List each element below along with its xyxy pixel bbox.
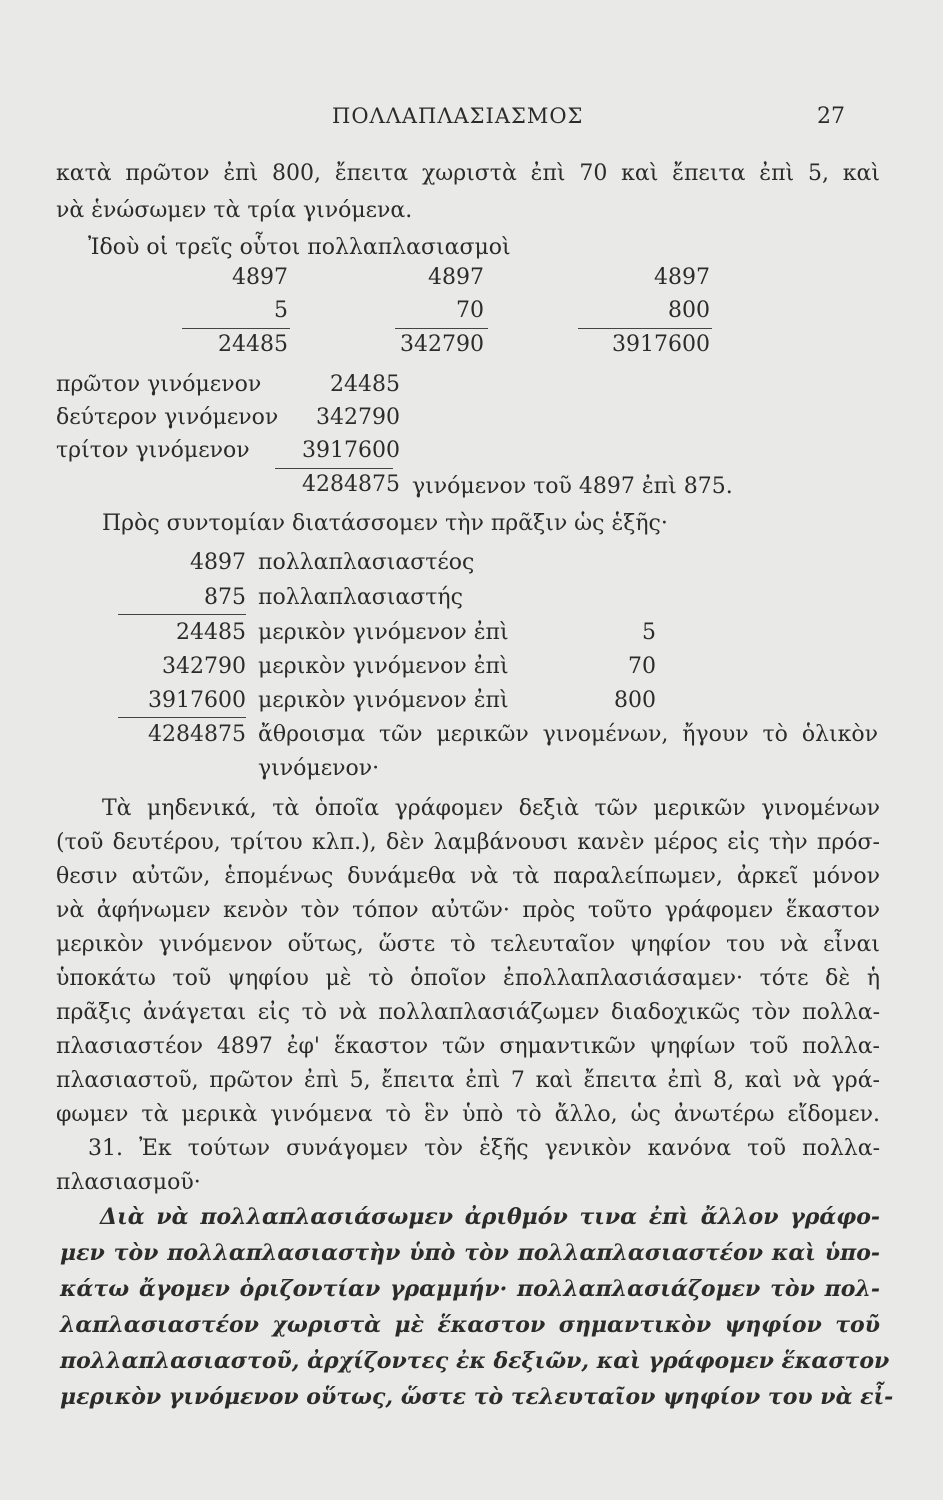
sf-multiplier-label: πολλαπλασιαστής	[258, 585, 463, 610]
sum-rule	[275, 468, 393, 469]
sf-partial-digit: 70	[628, 654, 656, 679]
total-text: γινόμενον τοῦ 4897 ἐπὶ 875.	[412, 474, 733, 499]
sf-sum-label-cont: γινόμενον·	[258, 756, 380, 781]
mult3-product: 3917600	[612, 332, 710, 357]
rule-line: Διὰ νὰ πολλαπλασιάσωμεν ἀριθμόν τινα ἐπὶ ἄλλον γράφο-	[100, 1204, 880, 1230]
intro-line: Ἰδοὺ οἱ τρεῖς οὗτοι πολλαπλασιασμοὶ	[88, 235, 511, 260]
sf-partial-value: 342790	[162, 654, 246, 679]
partial-value: 342790	[316, 405, 400, 430]
sf-partial-label: μερικὸν γινόμενον ἐπὶ	[258, 688, 509, 713]
mult1-product: 24485	[218, 332, 288, 357]
mult1-rule	[182, 328, 290, 329]
sf-sum-label: ἄθροισμα τῶν μερικῶν γινομένων, ἤγουν τὸ ὁλικὸν	[258, 722, 878, 747]
sf-multiplier-value: 875	[204, 585, 246, 610]
mult3-multiplicand: 4897	[654, 265, 710, 290]
rule-line: κάτω ἄγομεν ὁριζοντίαν γραμμήν· πολλαπλασιάζομεν τὸν πολ-	[60, 1276, 880, 1302]
paragraph-line: πλασιαστέον 4897 ἐφ' ἕκαστον τῶν σημαντικῶν ψηφίων τοῦ πολλα-	[56, 1034, 880, 1059]
rule-line: λαπλασιαστέον χωριστὰ μὲ ἕκαστον σημαντικὸν ψηφίον τοῦ	[60, 1312, 880, 1338]
paragraph-line: Τὰ μηδενικά, τὰ ὁποῖα γράφομεν δεξιὰ τῶν μερικῶν γινομένων	[102, 796, 880, 821]
paragraph-line: πλασιαστοῦ, πρῶτον ἐπὶ 5, ἔπειτα ἐπὶ 7 καὶ ἔπειτα ἐπὶ 8, καὶ νὰ γρά-	[56, 1068, 880, 1093]
paragraph-line: πλασιασμοῦ·	[56, 1170, 201, 1195]
mult2-multiplier: 70	[456, 298, 484, 323]
rule-line: μερικὸν γινόμενον οὕτως, ὥστε τὸ τελευταῖον ψηφίον του νὰ εἶ-	[60, 1384, 894, 1410]
paragraph-line: 31. Ἐκ τούτων συνάγομεν τὸν ἑξῆς γενικὸν κανόνα τοῦ πολλα-	[88, 1136, 880, 1161]
intro-line: κατὰ πρῶτον ἐπὶ 800, ἔπειτα χωριστὰ ἐπὶ 70 καὶ ἔπειτα ἐπὶ 5, καὶ	[56, 161, 880, 186]
rule-line: μεν τὸν πολλαπλασιαστὴν ὑπὸ τὸν πολλαπλασιαστέον καὶ ὑπο-	[60, 1240, 880, 1266]
partial-value: 3917600	[302, 438, 400, 463]
sf-sum-value: 4284875	[148, 722, 246, 747]
short-form-intro: Πρὸς συντομίαν διατάσσομεν τὴν πρᾶξιν ὡς ἑξῆς·	[102, 511, 668, 536]
mult1-multiplicand: 4897	[232, 265, 288, 290]
sf-partial-label: μερικὸν γινόμενον ἐπὶ	[258, 654, 509, 679]
mult1-multiplier: 5	[274, 298, 288, 323]
paragraph-line: μερικὸν γινόμενον οὕτως, ὥστε τὸ τελευταῖον ψηφίον του νὰ εἶναι	[56, 932, 880, 957]
sf-rule-1	[118, 614, 246, 615]
partial-label: τρίτον γινόμενον	[56, 438, 250, 463]
paragraph-line: νὰ ἀφήνωμεν κενὸν τὸν τόπον αὐτῶν· πρὸς τοῦτο γράφομεν ἕκαστον	[56, 898, 880, 923]
rule-line: πολλαπλασιαστοῦ, ἀρχίζοντες ἐκ δεξιῶν, καὶ γράφομεν ἕκαστον	[60, 1348, 890, 1374]
paragraph-line: ὑποκάτω τοῦ ψηφίου μὲ τὸ ὁποῖον ἐπολλαπλασιάσαμεν· τότε δὲ ἡ	[56, 966, 880, 991]
intro-line: νὰ ἑνώσωμεν τὰ τρία γινόμενα.	[56, 198, 413, 223]
sf-rule-2	[118, 717, 246, 718]
sf-partial-value: 3917600	[148, 688, 246, 713]
paragraph-line: πρᾶξις ἀνάγεται εἰς τὸ νὰ πολλαπλασιάζωμεν διαδοχικῶς τὸν πολλα-	[56, 1000, 880, 1025]
mult3-multiplier: 800	[668, 298, 710, 323]
sf-multiplicand-label: πολλαπλασιαστέος	[258, 550, 475, 575]
page-number: 27	[817, 104, 845, 129]
mult2-rule	[395, 328, 488, 329]
total-value: 4284875	[302, 472, 400, 497]
mult2-product: 342790	[400, 332, 484, 357]
mult3-rule	[578, 328, 712, 329]
running-header: ΠΟΛΛΑΠΛΑΣΙΑΣΜΟΣ	[332, 104, 584, 128]
partial-label: δεύτερον γινόμενον	[56, 405, 279, 430]
partial-label: πρῶτον γινόμενον	[56, 372, 262, 397]
paragraph-line: (τοῦ δευτέρου, τρίτου κλπ.), δὲν λαμβάνουσι κανὲν μέρος εἰς τὴν πρόσ-	[56, 830, 880, 855]
sf-partial-label: μερικὸν γινόμενον ἐπὶ	[258, 620, 509, 645]
sf-partial-digit: 5	[642, 620, 656, 645]
paragraph-line: φωμεν τὰ μερικὰ γινόμενα τὸ ἓν ὑπὸ τὸ ἄλλο, ὡς ἀνωτέρω εἴδομεν.	[56, 1102, 880, 1127]
paragraph-line: θεσιν αὐτῶν, ἑπομένως δυνάμεθα νὰ τὰ παραλείπωμεν, ἀρκεῖ μόνον	[56, 864, 880, 889]
sf-partial-digit: 800	[614, 688, 656, 713]
partial-value: 24485	[330, 372, 400, 397]
mult2-multiplicand: 4897	[428, 265, 484, 290]
sf-multiplicand-value: 4897	[190, 550, 246, 575]
sf-partial-value: 24485	[176, 620, 246, 645]
